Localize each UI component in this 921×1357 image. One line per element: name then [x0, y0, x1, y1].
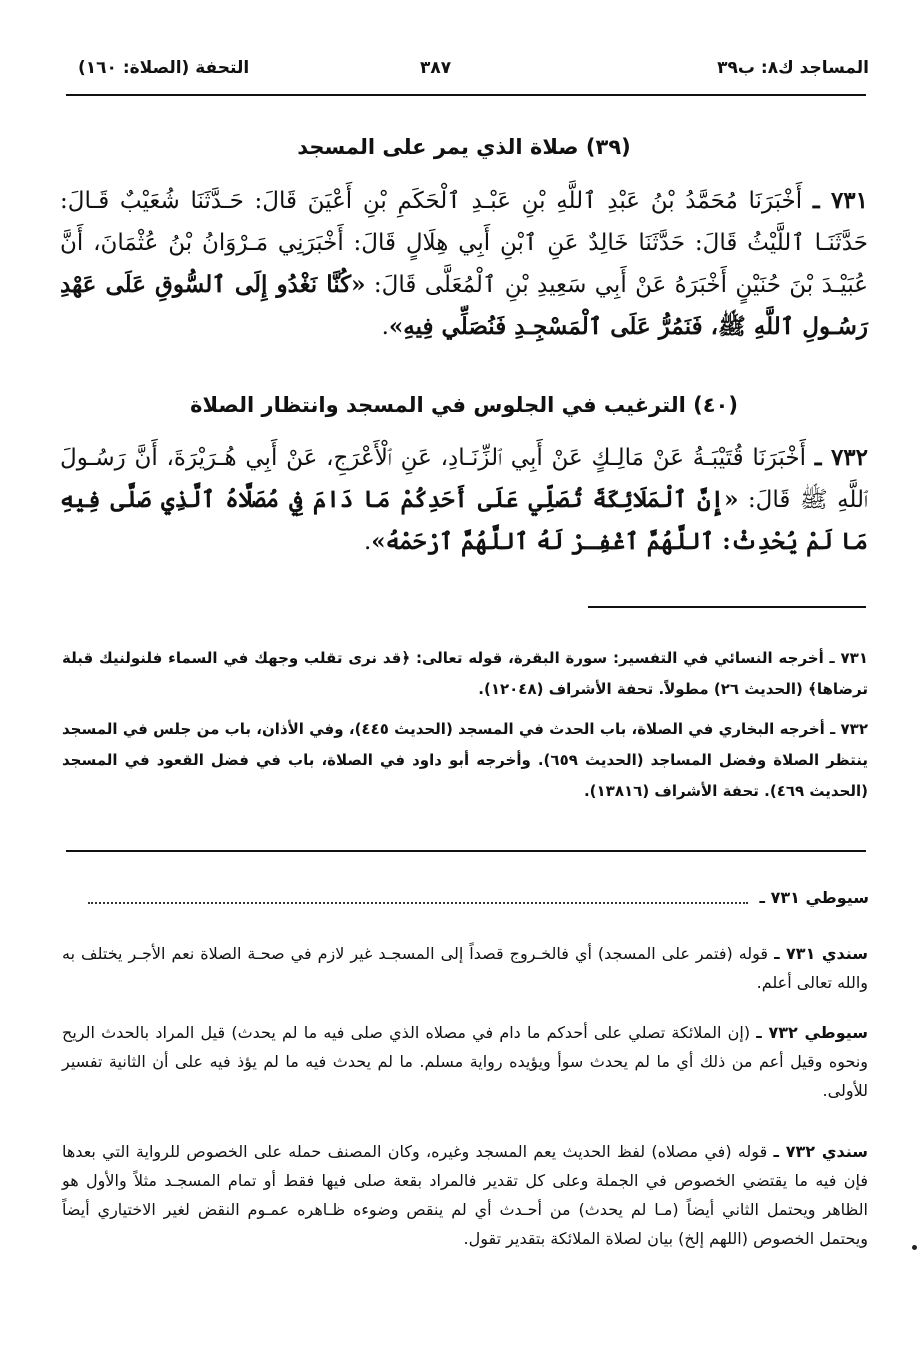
header-rule	[66, 94, 866, 96]
margin-dot	[912, 1245, 917, 1250]
hadith-end: .	[363, 529, 372, 555]
running-header-reference: التحفة (الصلاة: ١٦٠)	[78, 58, 250, 78]
hadith-matn: «إِنَّ ٱلْمَلَائِكَةَ تُصَلِّي عَلَى أَحَدِكُمْ مَا دَامَ فِي مُصَلَّاهُ ٱلَّذِي صَلَّى فِيهِ مَا لَمْ يُحْدِثْ: ٱللَّهُمَّ ٱغْفِـرْ لَهُ ٱللَّهُمَّ ٱرْحَمْهُ»	[60, 486, 868, 555]
hadith-end: .	[381, 314, 389, 340]
footnote-separator	[588, 606, 866, 608]
commentary-sindi-732	[62, 1137, 868, 1253]
commentary-label: سندي ٧٣٢ ـ	[773, 1142, 869, 1161]
chapter-heading-40: (٤٠) الترغيب في الجلوس في المسجد وانتظار الصلاة	[190, 393, 738, 417]
commentary-text: (إن الملائكة تصلي على أحدكم ما دام في مصلاه الذي صلى فيه ما لم يحدث) قيل المراد بالحدث الريح ونحوه وقيل أعم من ذلك أي ما لم يحدث سوأ ويؤيده رواية مسلم. ما لم يحدث فيه ما لم يؤذ فيه على أن الثانية تفسير للأولى.	[62, 1023, 868, 1100]
commentary-label: سيوطي ٧٣٢ ـ	[756, 1023, 869, 1042]
commentary-sindi-731	[62, 939, 868, 997]
running-header-chapter: المساجد ك٨: ب٣٩	[717, 58, 869, 78]
page-number: ٣٨٧	[420, 58, 452, 78]
chapter-heading-39: (٣٩) صلاة الذي يمر على المسجد	[297, 135, 631, 159]
commentary-text: قوله (فتمر على المسجد) أي فالخـروج قصداً إلى المسجـد غير لازم في صحـة الصلاة نعم الأجـر يختلف به والله تعالى أعلم.	[62, 944, 868, 992]
commentary-suyuti-732	[62, 1018, 868, 1105]
hadith-matn: «كُنَّا نَغْدُو إِلَى ٱلسُّوقِ عَلَى عَهْدِ رَسُـولِ ٱللَّهِ ﷺ، فَنَمُرُّ عَلَى ٱلْمَسْجِـدِ فَنُصَلِّي فِيهِ»	[60, 271, 868, 340]
hadith-number: ٧٣٢ ـ	[814, 444, 868, 471]
hadith-isnad: أَخْبَرَنَا مُحَمَّدُ بْنُ عَبْدِ ٱللَّهِ بْنِ عَبْـدِ ٱلْحَكَمِ بْنِ أَعْيَنَ قَالَ: حَـدَّثَنَا شُعَيْبٌ قَـالَ: حَدَّثَنَـا ٱللَّيْثُ قَالَ: حَدَّثَنَا خَالِدٌ عَنِ ٱبْنِ أَبِي هِلَالٍ قَالَ: أَخْبَرَنِي مَـرْوَانُ بْنُ عُثْمَانَ، أَنَّ عُبَيْـدَ بْنَ حُنَيْنٍ أَخْبَرَهُ عَنْ أَبِي سَعِيدِ بْنِ ٱلْمُعَلَّى قَالَ:	[60, 188, 868, 298]
hadith-731	[60, 180, 868, 348]
commentary-label: سندي ٧٣١ ـ	[774, 944, 868, 963]
commentary-text: قوله (في مصلاه) لفظ الحديث يعم المسجد وغيره، وكان المصنف حمله على الخصوص للرواية التي بعدها فإن فيه ما يقتضي الخصوص في الجملة وعلى كل تقدير فالمراد بقعة صلى فيها فقط أو تمام المسجـد مثلاً والأول هو الظاهر ويحتمل الثاني أيضاً (مـا لم يحدث) من أحـدث أي لم ينقص وضوءه ظـاهره عمـوم النقض لغير الاختياري أيضاً ويحتمل الخصوص (اللهم إلخ) بيان لصلاة الملائكة بتقدير تقول.	[62, 1142, 868, 1248]
commentary-heading: سيوطي ٧٣١ ـ	[759, 888, 869, 907]
footnote-732: ٧٣٢ ـ أخرجه البخاري في الصلاة، باب الحدث في المسجد (الحديث ٤٤٥)، وفي الأذان، باب من جلس في المسجد ينتظر الصلاة وفضل المساجد (الحديث ٦٥٩). وأخرجه أبو داود في الصلاة، باب في فضل القعود في المسجد (الحديث ٤٦٩). تحفة الأشراف (١٣٨١٦).	[62, 720, 868, 800]
footnote-731: ٧٣١ ـ أخرجه النسائي في التفسير: سورة البقرة، قوله تعالى: ﴿قد نرى تقلب وجهك في السماء فلنولنيك قبلة ترضاها﴾ (الحديث ٢٦) مطولاً. تحفة الأشراف (١٢٠٤٨).	[62, 649, 868, 698]
hadith-number: ٧٣١ ـ	[812, 187, 869, 214]
hadith-732	[60, 437, 868, 563]
hadith-isnad: أَخْبَرَنَا قُتَيْبَـةُ عَنْ مَالِـكٍ عَنْ أَبِي ٱلزِّنَـادِ، عَنِ ٱلْأَعْرَجِ، عَنْ أَبِي هُـرَيْرَةَ، أَنَّ رَسُـولَ ٱللَّهِ ﷺ قَالَ:	[60, 445, 868, 513]
commentary-rule	[66, 850, 866, 852]
dotted-leader	[88, 902, 748, 904]
